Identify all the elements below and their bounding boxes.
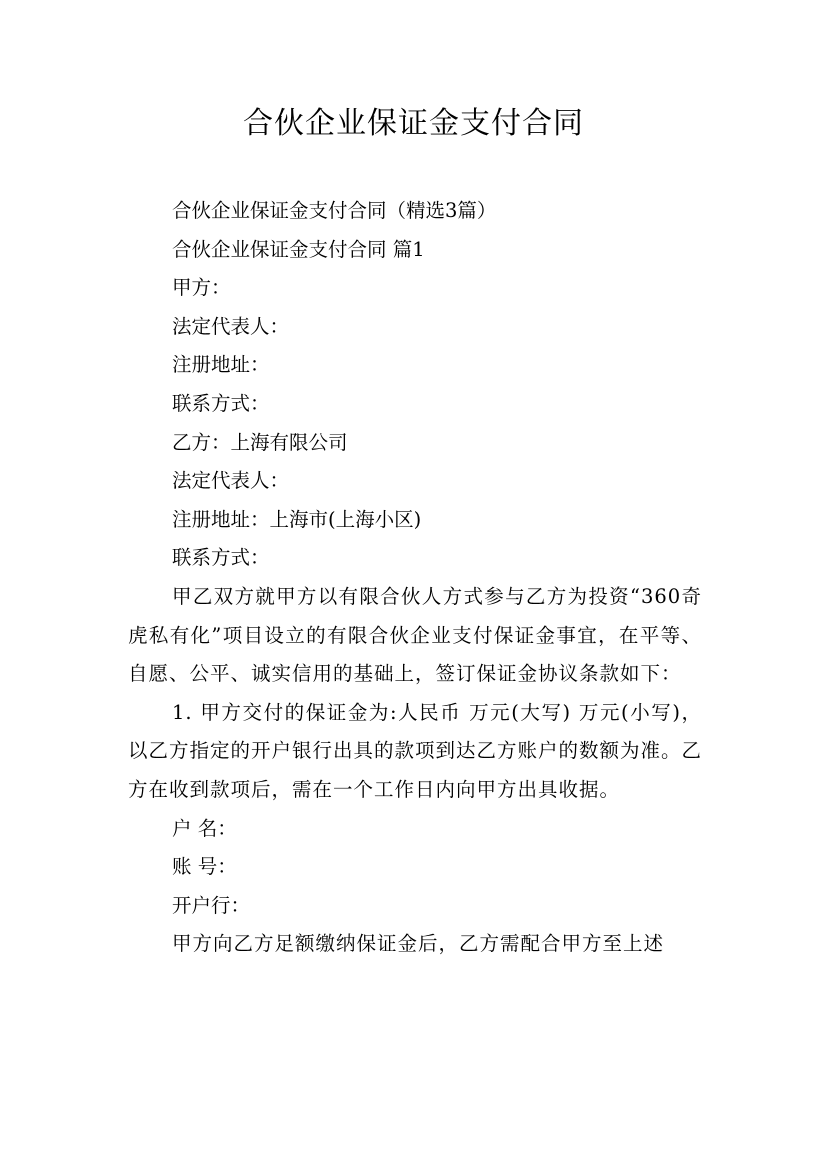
closing-paragraph: 甲方向乙方足额缴纳保证金后，乙方需配合甲方至上述 xyxy=(172,932,665,956)
intro-paragraph: 甲乙双方就甲方以有限合伙人方式参与乙方为投资“360奇虎私有化”项目设立的有限合伙企业支付保证金事宜，在平等、自愿、公平、诚实信用的基础上，签订保证金协议条款如下： xyxy=(128,584,702,686)
party-a-line: 甲方： xyxy=(172,276,231,300)
legal-rep-b-line: 法定代表人： xyxy=(172,469,290,493)
document-title: 合伙企业保证金支付合同 xyxy=(243,106,584,141)
account-name-line: 户 名： xyxy=(172,816,237,840)
address-a-line: 注册地址： xyxy=(172,353,270,377)
subtitle-line: 合伙企业保证金支付合同（精选3篇） xyxy=(172,199,497,222)
legal-rep-a-line: 法定代表人： xyxy=(172,314,290,338)
contact-b-line: 联系方式： xyxy=(172,546,270,570)
contact-a-line: 联系方式： xyxy=(172,391,270,415)
party-b-line: 乙方：上海有限公司 xyxy=(172,430,348,454)
address-b-line: 注册地址：上海市(上海小区) xyxy=(172,507,422,531)
section-heading: 合伙企业保证金支付合同 篇1 xyxy=(172,237,425,261)
account-bank-line: 开户行： xyxy=(172,893,251,917)
account-number-line: 账 号： xyxy=(172,855,237,879)
document-body xyxy=(128,192,702,964)
clause-1-paragraph: 1. 甲方交付的保证金为:人民币 万元(大写) 万元(小写)，以乙方指定的开户银行出具的款项到达乙方账户的数额为准。乙方在收到款项后，需在一个工作日内向甲方出具收据。 xyxy=(128,700,703,801)
